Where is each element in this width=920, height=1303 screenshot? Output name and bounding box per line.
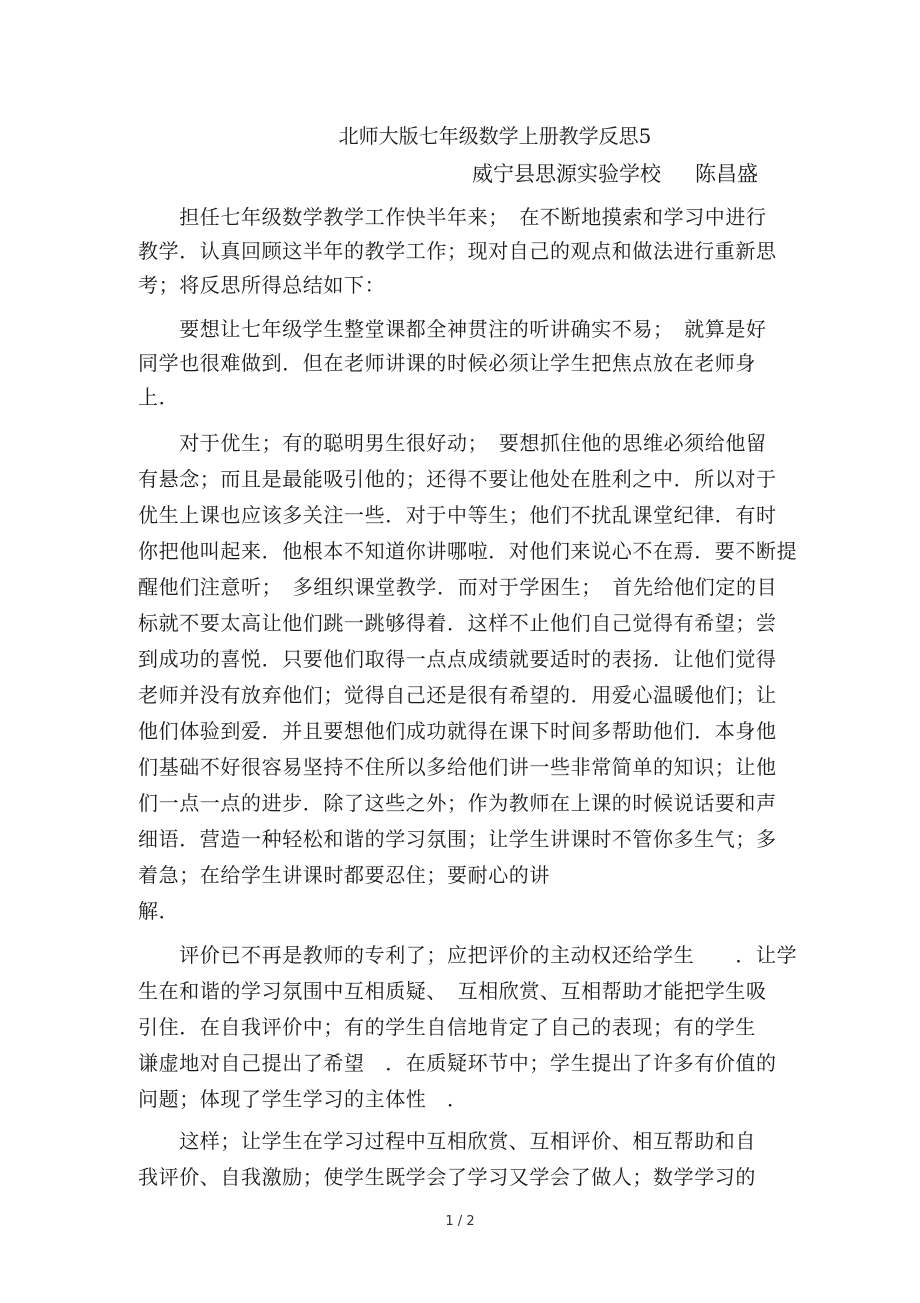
text-line: 你把他叫起来．他根本不知道你讲哪啦．对他们来说心不在焉．要不断提 <box>138 539 798 563</box>
text-line: 醒他们注意听； 多组织课堂教学．而对于学困生； 首先给他们定的目 <box>138 575 778 599</box>
text-line: 到成功的喜悦．只要他们取得一点点成绩就要适时的表扬．让他们觉得 <box>138 647 777 671</box>
text-line: 他们体验到爱．并且要想他们成功就得在课下时间多帮助他们．本身他 <box>138 719 777 743</box>
text-line: 有悬念；而且是最能吸引他的；还得不要让他处在胜利之中．所以对于 <box>138 467 777 491</box>
text-line: 上． <box>138 385 180 409</box>
text-line: 引住．在自我评价中；有的学生自信地肯定了自己的表现；有的学生 <box>138 1015 756 1039</box>
text-line: 谦虚地对自己提出了希望 ．在质疑环节中；学生提出了许多有价值的 <box>138 1051 777 1075</box>
text-line: 教学．认真回顾这半年的教学工作；现对自己的观点和做法进行重新思 <box>138 239 777 263</box>
text-line: 考；将反思所得总结如下： <box>138 273 386 297</box>
text-line: 优生上课也应该多关注一些．对于中等生；他们不扰乱课堂纪律．有时 <box>138 503 777 527</box>
text-line: 解． <box>138 899 180 923</box>
text-line: 们基础不好很容易坚持不住所以多给他们讲一些非常简单的知识；让他 <box>138 755 777 779</box>
text-line: 担任七年级数学教学工作快半年来； 在不断地摸索和学习中进行 <box>138 205 767 229</box>
text-line: 这样；让学生在学习过程中互相欣赏、互相评价、相互帮助和自 <box>138 1129 756 1153</box>
text-line: 生在和谐的学习氛围中互相质疑、 互相欣赏、互相帮助才能把学生吸 <box>138 979 767 1003</box>
text-line: 对于优生；有的聪明男生很好动； 要想抓住他的思维必须给他留 <box>138 431 767 455</box>
text-line: 们一点一点的进步．除了这些之外；作为教师在上课的时候说话要和声 <box>138 791 777 815</box>
document-title: 北师大版七年级数学上册教学反思5 <box>338 124 652 148</box>
text-line: 评价已不再是教师的专利了；应把评价的主动权还给学生 ．让学 <box>138 943 798 967</box>
author-line <box>472 158 758 190</box>
page-number: 1 / 2 <box>445 1214 475 1229</box>
text-line: 问题；体现了学生学习的主体性 ． <box>138 1087 468 1111</box>
text-line: 要想让七年级学生整堂课都全神贯注的听讲确实不易； 就算是好 <box>138 317 767 341</box>
text-line: 我评价、自我激励；使学生既学会了学习又学会了做人；数学学习的 <box>138 1165 756 1189</box>
text-line: 标就不要太高让他们跳一跳够得着．这样不止他们自己觉得有希望；尝 <box>138 611 777 635</box>
text-line: 老师并没有放弃他们；觉得自己还是很有希望的．用爱心温暖他们；让 <box>138 683 777 707</box>
author-name: 陈昌盛 <box>695 162 758 186</box>
text-line: 同学也很难做到．但在老师讲课的时候必须让学生把焦点放在老师身 <box>138 351 756 375</box>
school-name: 威宁县思源实验学校 <box>472 162 661 186</box>
text-line: 着急；在给学生讲课时都要忍住；要耐心的讲 <box>138 863 550 887</box>
text-line: 细语．营造一种轻松和谐的学习氛围；让学生讲课时不管你多生气；多 <box>138 827 777 851</box>
